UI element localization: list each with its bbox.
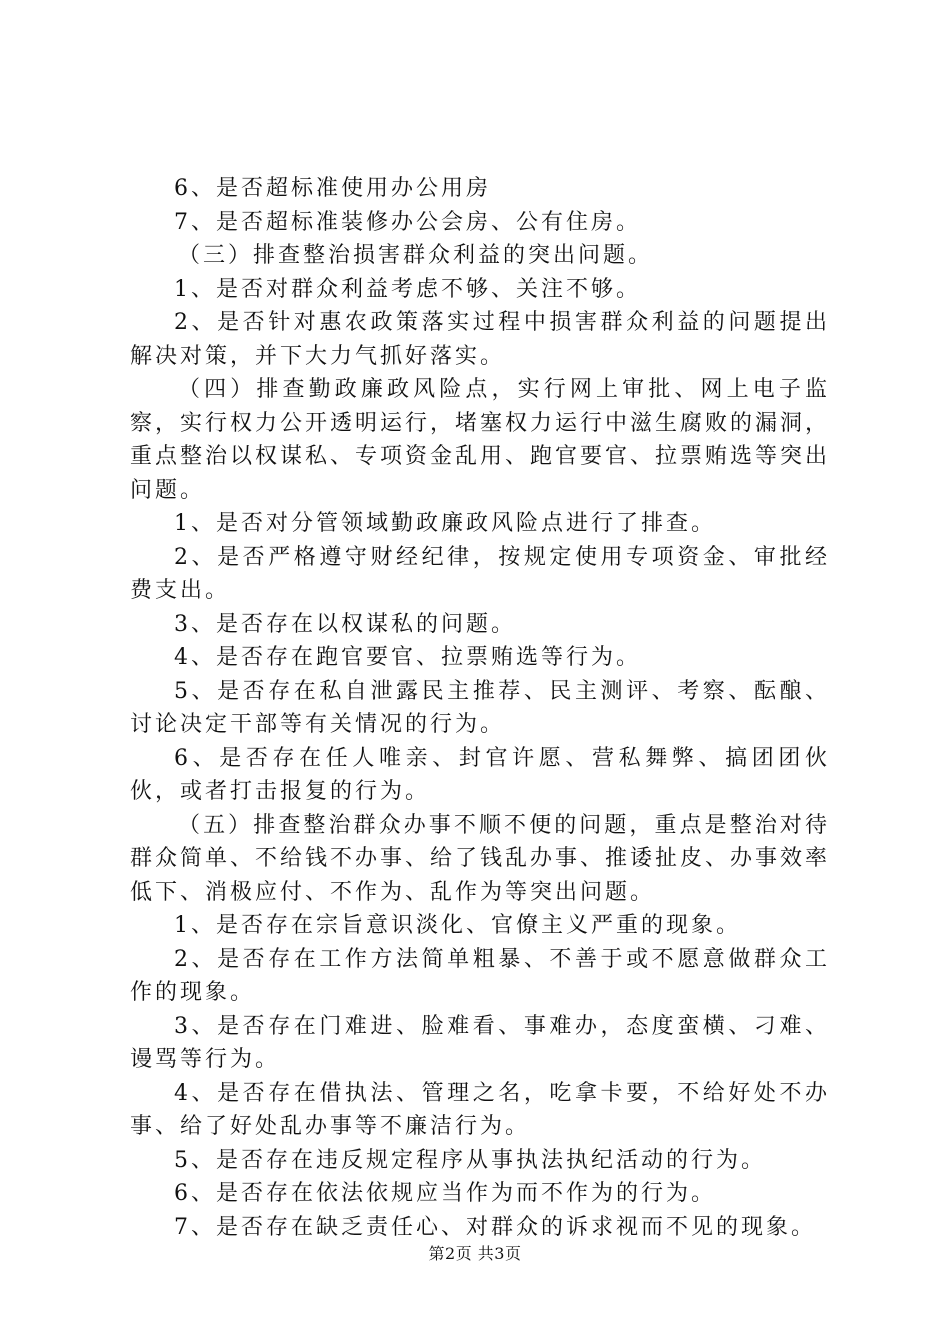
page-footer (0, 1244, 950, 1264)
paragraph-item-5: 5、是否存在私自泄露民主推荐、民主测评、考察、酝酿、讨论决定干部等有关情况的行为。 (130, 678, 830, 737)
paragraph-item-2: 2、是否针对惠农政策落实过程中损害群众利益的问题提出解决对策，并下大力气抓好落实。 (130, 310, 830, 369)
section-heading-4: （四）排查勤政廉政风险点，实行网上审批、网上电子监察，实行权力公开透明运行，堵塞权力运行中滋生腐败的漏洞，重点整治以权谋私、专项资金乱用、跑官要官、拉票贿选等突出问题。 (130, 377, 831, 503)
paragraph-item-7: 7、是否超标准装修办公会房、公有住房。 (174, 209, 641, 235)
paragraph-item-1: 1、是否对群众利益考虑不够、关注不够。 (174, 276, 641, 302)
paragraph-item-3: 3、是否存在门难进、脸难看、事难办，态度蛮横、刁难、谩骂等行为。 (130, 1013, 830, 1072)
paragraph-item-7: 7、是否存在缺乏责任心、对群众的诉求视而不见的现象。 (174, 1214, 816, 1240)
paragraph-item-3: 3、是否存在以权谋私的问题。 (174, 611, 516, 637)
paragraph-item-1: 1、是否对分管领域勤政廉政风险点进行了排查。 (174, 511, 716, 536)
document-body (130, 172, 830, 1244)
paragraph-item-2: 2、是否严格遵守财经纪律，按规定使用专项资金、审批经费支出。 (130, 544, 830, 603)
paragraph-item-5: 5、是否存在违反规定程序从事执法执纪活动的行为。 (174, 1147, 766, 1173)
paragraph-item-6: 6、是否存在依法依规应当作为而不作为的行为。 (174, 1181, 716, 1206)
paragraph-item-2: 2、是否存在工作方法简单粗暴、不善于或不愿意做群众工作的现象。 (130, 946, 830, 1005)
section-heading-5: （五）排查整治群众办事不顺不便的问题，重点是整治对待群众简单、不给钱不办事、给了钱乱办事、推诿扯皮、办事效率低下、消极应付、不作为、乱作为等突出问题。 (130, 812, 831, 905)
paragraph-item-4: 4、是否存在跑官要官、拉票贿选等行为。 (174, 645, 641, 670)
section-heading-3: （三）排查整治损害群众利益的突出问题。 (178, 243, 654, 268)
paragraph-item-1: 1、是否存在宗旨意识淡化、官僚主义严重的现象。 (174, 913, 741, 938)
paragraph-item-4: 4、是否存在借执法、管理之名，吃拿卡要，不给好处不办事、给了好处乱办事等不廉洁行为。 (130, 1080, 830, 1139)
paragraph-item-6: 6、是否超标准使用办公用房 (174, 176, 491, 201)
paragraph-item-6: 6、是否存在任人唯亲、封官许愿、营私舞弊、搞团团伙伙，或者打击报复的行为。 (130, 745, 830, 804)
page-number-label: 第2页 共3页 (428, 1244, 522, 1263)
